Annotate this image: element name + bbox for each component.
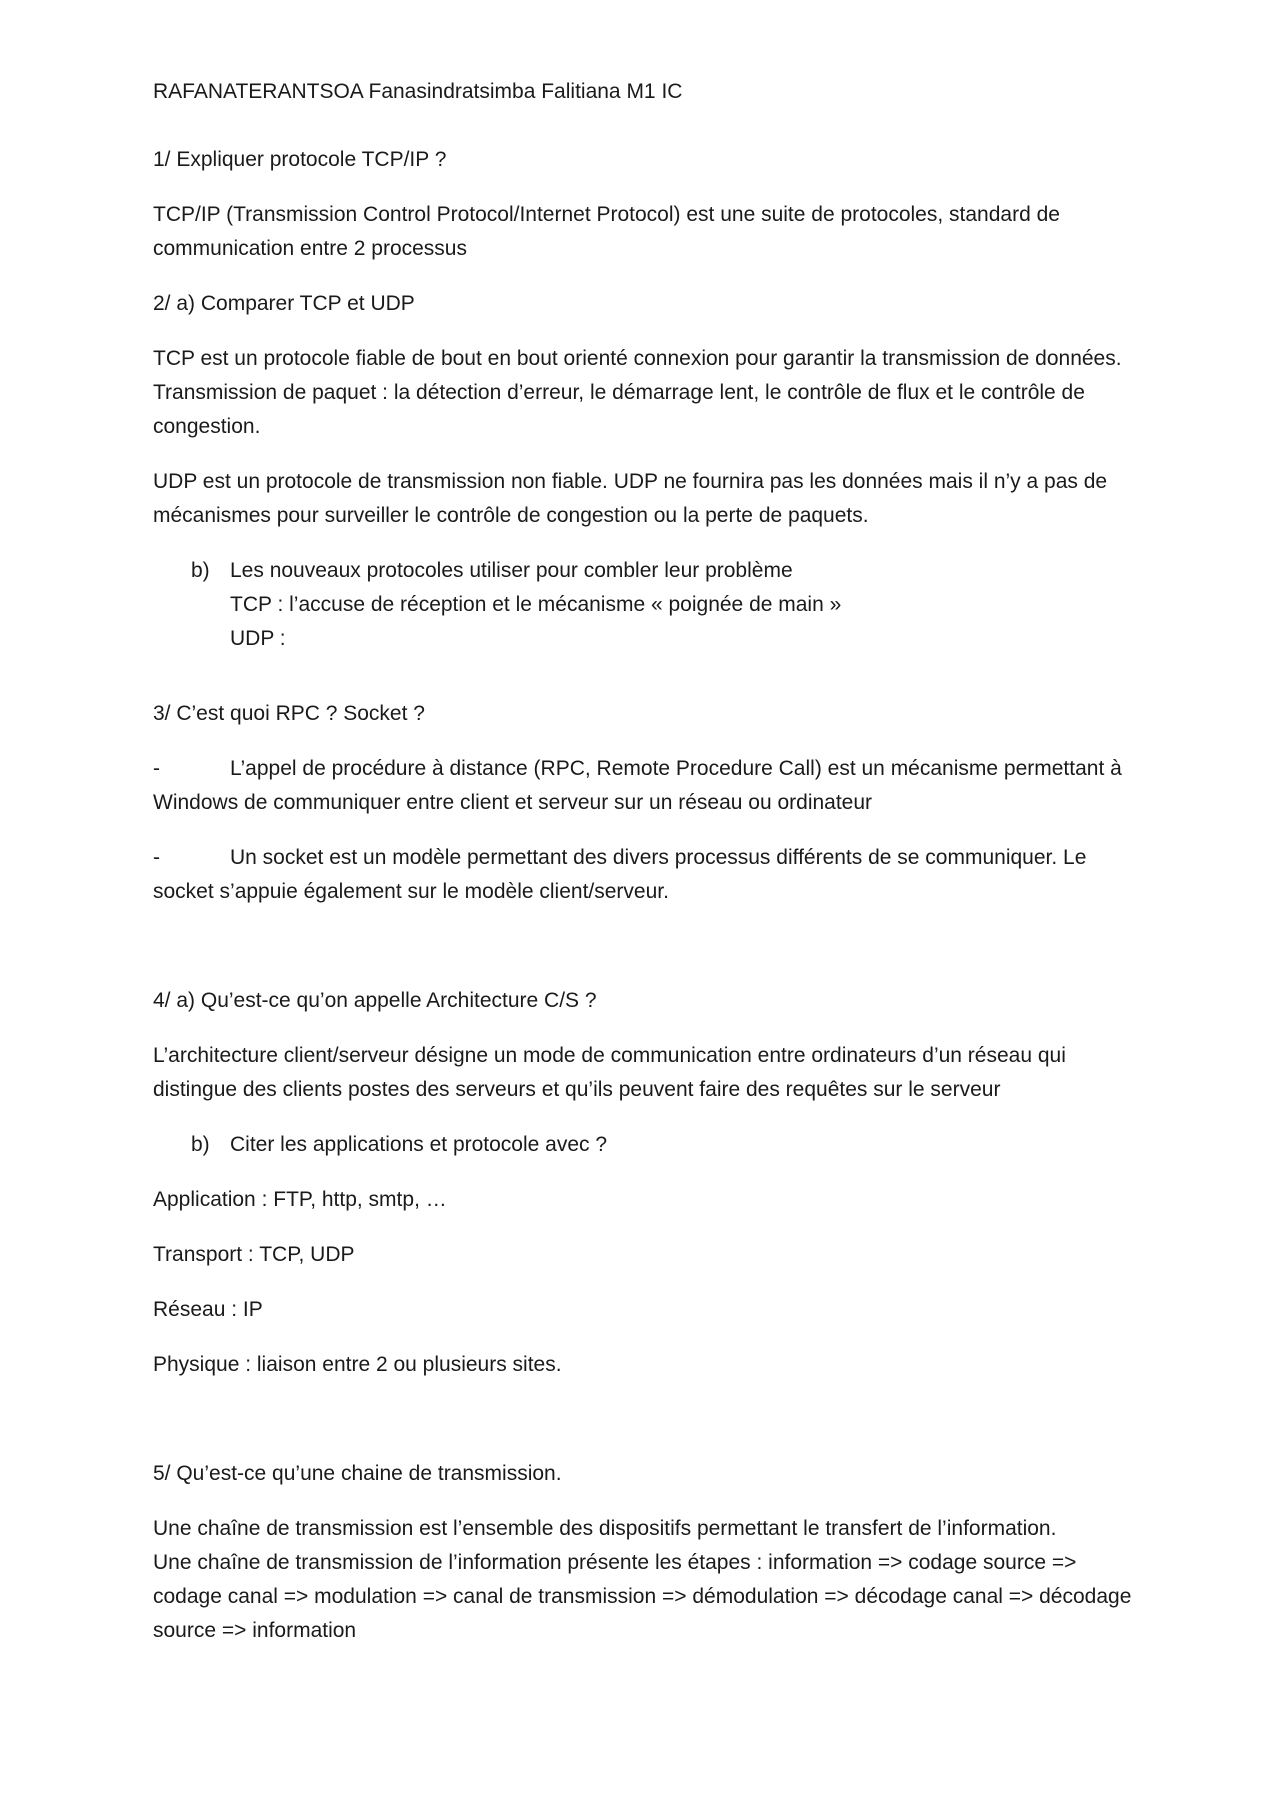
q5-answer-line-2: Une chaîne de transmission de l’information présente les étapes : information => codage source => codage canal => modulation => canal de transmission => démodulation => décodage canal => décodage source => information: [153, 1551, 1132, 1642]
q2-udp-paragraph: UDP est un protocole de transmission non fiable. UDP ne fournira pas les données mais il n’y a pas de mécanismes pour surveiller le contrôle de congestion ou la perte de paquets.: [153, 470, 1108, 527]
q3-question: 3/ C’est quoi RPC ? Socket ?: [153, 702, 425, 725]
q2-tcp-paragraph: TCP est un protocole fiable de bout en bout orienté connexion pour garantir la transmission de données. Transmission de paquet : la détection d’erreur, le démarrage lent, le contrôle de flux et le contrôle de congestion.: [153, 347, 1122, 438]
q2-b-line-1: Les nouveaux protocoles utiliser pour combler leur problème: [230, 559, 793, 582]
q2-question-a: 2/ a) Comparer TCP et UDP: [153, 292, 415, 315]
q2-item-b: [153, 554, 1138, 656]
q5-question: 5/ Qu’est-ce qu’une chaine de transmission.: [153, 1462, 562, 1485]
q4-item-b: [153, 1128, 1138, 1162]
spacer: [153, 677, 1138, 697]
q3-socket-paragraph: [153, 841, 1138, 909]
q2-item-b-body: [230, 554, 1138, 656]
q1-answer: TCP/IP (Transmission Control Protocol/Internet Protocol) est une suite de protocoles, standard de communication entre 2 processus: [153, 203, 1060, 260]
q3-rpc-paragraph: [153, 752, 1138, 820]
document-body: [153, 75, 1138, 1669]
q2-b-line-3: UDP :: [230, 627, 286, 650]
q4-question-a: 4/ a) Qu’est-ce qu’on appelle Architecture C/S ?: [153, 989, 597, 1012]
q4-question-b: Citer les applications et protocole avec ?: [230, 1133, 608, 1156]
dash-bullet: -: [153, 846, 160, 869]
q4-application-line: Application : FTP, http, smtp, …: [153, 1188, 447, 1211]
dash-bullet: -: [153, 757, 160, 780]
q5-answer: [153, 1512, 1138, 1648]
q5-answer-line-1: Une chaîne de transmission est l’ensemble des dispositifs permettant le transfert de l’information.: [153, 1517, 1057, 1540]
q3-rpc-text: L’appel de procédure à distance (RPC, Remote Procedure Call) est un mécanisme permettant à Windows de communiquer entre client et serveur sur un réseau ou ordinateur: [153, 757, 1122, 814]
q4-physique-line: Physique : liaison entre 2 ou plusieurs sites.: [153, 1353, 562, 1376]
q3-socket-text: Un socket est un modèle permettant des divers processus différents de se communiquer. Le socket s’appuie également sur le modèle client/serveur.: [153, 846, 1087, 903]
list-marker-b: b): [191, 559, 210, 582]
q2-b-line-2: TCP : l’accuse de réception et le mécanisme « poignée de main »: [230, 593, 842, 616]
author-header: RAFANATERANTSOA Fanasindratsimba Falitiana M1 IC: [153, 80, 683, 103]
q4-item-b-body: [230, 1128, 1138, 1162]
q4-answer-a: L’architecture client/serveur désigne un mode de communication entre ordinateurs d’un réseau qui distingue des clients postes des serveurs et qu’ils peuvent faire des requêtes sur le serveur: [153, 1044, 1066, 1101]
spacer: [153, 1403, 1138, 1457]
q1-question: 1/ Expliquer protocole TCP/IP ?: [153, 148, 447, 171]
spacer: [153, 930, 1138, 984]
q4-reseau-line: Réseau : IP: [153, 1298, 263, 1321]
q4-transport-line: Transport : TCP, UDP: [153, 1243, 355, 1266]
list-marker-b: b): [191, 1133, 210, 1156]
